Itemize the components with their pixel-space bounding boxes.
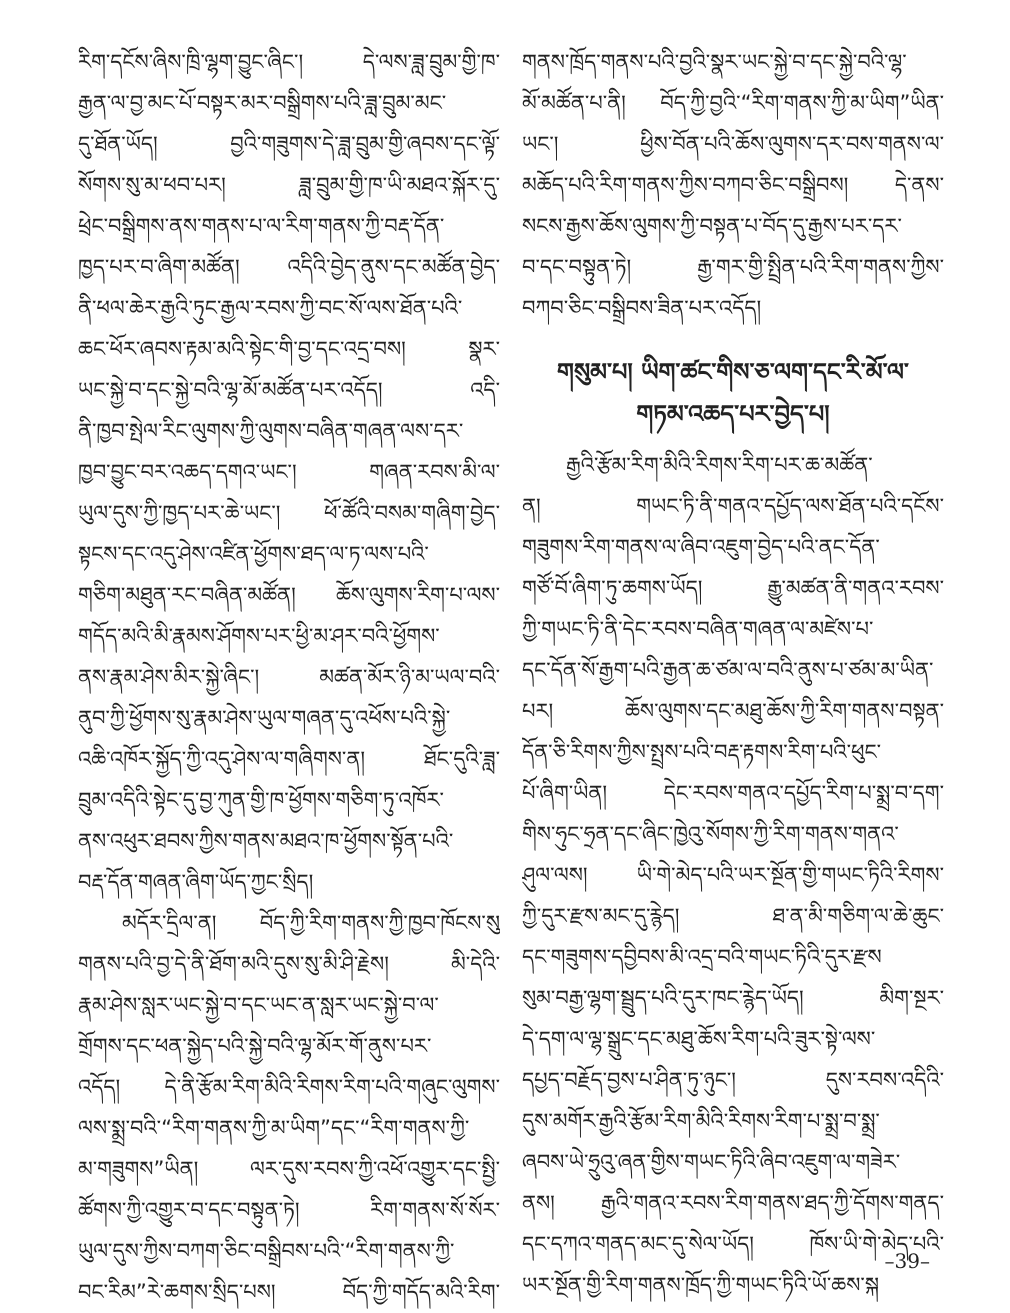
left-paragraph-2 — [78, 903, 500, 1313]
text-line: གནས་པའི་བྱ་དེ་ནི་ཐོག་མའི་དུས་སུ་མི་ཤི་རྗེས། མི་དེའི་ — [78, 952, 500, 976]
text-line: གྲོགས་དང་ཕན་སྐྱེད་པའི་སྐྱེ་བའི་ལྷ་མོར་གོ་ནུས་པར་ — [78, 1034, 432, 1058]
text-line: མདོར་དྲིལ་ན། བོད་ཀྱི་རིག་གནས་ཀྱི་ཁྱབ་ཁོངས་སུ — [122, 911, 500, 935]
text-line: གནས་ཁྲོད་གནས་པའི་བྱའི་སྣར་ཡང་སྐྱེ་བ་དང་སྐྱེ་བའི་ལྷ་ — [522, 50, 907, 74]
text-line: སྟངས་དང་འདུ་ཤེས་འཛིན་ཕྱོགས་ཐད་ལ་ཏ་ལས་པའི་ — [78, 542, 429, 566]
text-line: མཆོད་པའི་རིག་གནས་ཀྱིས་བཀབ་ཅིང་བསྒྲིབས། དེ་ནས་ — [522, 173, 944, 197]
text-line: སངས་རྒྱས་ཆོས་ལུགས་ཀྱི་བསྟན་པ་བོད་དུ་རྒྱས་པར་དར་ — [522, 214, 902, 238]
right-paragraph-2 — [522, 445, 944, 1306]
text-line: ནི་ཁྱབ་སྤེལ་རིང་ལུགས་ཀྱི་ལུགས་བཞིན་གཞན་ལས་དར་ — [78, 419, 464, 443]
text-line: ན། གཡང་ཏི་ནི་གནའ་དཔྱོད་ལས་ཐོན་པའི་དངོས་ — [522, 494, 944, 518]
page-number: –39– — [884, 1249, 930, 1273]
text-line: གཟུགས་རིག་གནས་ལ་ཞིབ་འཇུག་བྱེད་པའི་ནང་དོན་ — [522, 535, 880, 559]
text-line: འཆི་འཁོར་སྐྱོད་ཀྱི་འདུ་ཤེས་ལ་གཞིགས་ན། ཐོང་དུའི་ཟླ་ — [78, 747, 500, 771]
text-line: ཤུལ་ལས། ཡི་གེ་མེད་པའི་ཡར་སྔོན་གྱི་གཡང་ཏིའི་རིགས་ — [522, 863, 944, 887]
heading-line: གཏམ་འཆད་པར་བྱེད་པ། — [636, 400, 830, 428]
text-line: དོན་ཅི་རིགས་ཀྱིས་སྤྲས་པའི་བརྡ་རྟགས་རིག་པའི་ཕུང་ — [522, 740, 882, 764]
text-line: ཡུལ་དུས་ཀྱིས་བཀག་ཅིང་བསྒྲིབས་པའི་“རིག་གནས་ཀྱི་ — [78, 1239, 455, 1263]
text-line: དང་གཟུགས་དབྱིབས་མི་འདྲ་བའི་གཡང་ཏིའི་དུར་རྫས — [522, 945, 882, 969]
text-line: ཡང་། ཕྱིས་བོན་པའི་ཆོས་ལུགས་དར་བས་གནས་ལ་ — [522, 132, 944, 156]
text-line: ཀྱི་དུར་རྫས་མང་དུ་རྙེད། ཐ་ན་མི་གཅིག་ལ་ཆེ་ཆུང་ — [522, 904, 944, 928]
text-line: ཆང་ཕོར་ཞབས་རྟམ་མའི་སྟེང་གི་བྱ་དང་འདྲ་བས། སྣར་ — [78, 337, 500, 361]
right-column — [522, 42, 944, 1306]
left-paragraph-1 — [78, 42, 500, 903]
text-line: བྲུམ་འདིའི་སྟེང་དུ་བྱ་ཀུན་གྱི་ཁ་ཕྱོགས་གཅིག་ཏུ་འཁོར་ — [78, 788, 444, 812]
text-line: ནས་འཕུར་ཐབས་ཀྱིས་གནས་མཐའ་ཁ་ཕྱོགས་སྟོན་པའི་ — [78, 829, 454, 853]
text-line: ནུབ་ཀྱི་ཕྱོགས་སུ་རྣམ་ཤེས་ཡུལ་གཞན་དུ་འཕོས་པའི་སྐྱེ་ — [78, 706, 451, 730]
text-line: སོགས་སུ་མ་ཕབ་པར། ཟླ་བྲུམ་གྱི་ཁ་ཡི་མཐའ་སྐོར་དུ་ — [78, 173, 500, 197]
text-line: སུམ་བརྒྱ་ལྷག་སྦྲུད་པའི་དུར་ཁང་རྙེད་ཡོད། མིག་སྔར་ — [522, 986, 944, 1010]
text-line: ནས། རྒྱའི་གནའ་རབས་རིག་གནས་ཐད་ཀྱི་དོགས་གནད་ — [522, 1191, 944, 1215]
right-paragraph-1 — [522, 42, 944, 329]
text-line: ཕྲེང་བསྒྲིགས་ནས་གནས་པ་ལ་རིག་གནས་ཀྱི་བརྡ་དོན་ — [78, 214, 445, 238]
text-line: ནི་ཕལ་ཆེར་རྒྱའི་ཏུང་རྒྱལ་རབས་ཀྱི་བང་སོ་ལས་ཐོན་པའི་ — [78, 296, 463, 320]
text-line: དུ་ཐོན་ཡོད། བྱའི་གཟུགས་དེ་ཟླ་བྲུམ་གྱི་ཞབས་དང་ལྟོ་ — [78, 132, 500, 156]
text-line: དང་དཀའ་གནད་མང་དུ་སེལ་ཡོད། ཁོས་ཡི་གེ་མེད་པའི་ — [522, 1232, 944, 1256]
text-line: པོ་ཞིག་ཡིན། དེང་རབས་གནའ་དཔྱོད་རིག་པ་སྨྲ་བ་དག་ — [522, 781, 944, 805]
text-line: པར། ཆོས་ལུགས་དང་མཐུ་ཆོས་ཀྱི་རིག་གནས་བསྟན་ — [522, 699, 944, 723]
text-line: ཁྱབ་བྱུང་བར་འཆད་དགའ་ཡང་། གཞན་རབས་མི་ལ་ — [78, 460, 500, 484]
text-line: ཀྱི་གཡང་ཏི་ནི་དེང་རབས་བཞིན་གཞན་ལ་མཛེས་པ་ — [522, 617, 874, 641]
text-line: ཁྱད་པར་བ་ཞིག་མཚོན། འདིའི་བྱེད་ནུས་དང་མཚོན་བྱེད་ — [78, 255, 500, 279]
text-line: བརྡ་དོན་གཞན་ཞིག་ཡོད་ཀྱང་སྲིད། — [78, 870, 314, 894]
text-line: ཡུལ་དུས་ཀྱི་ཁྱད་པར་ཆེ་ཡང་། ཕོ་ཚོའི་བསམ་གཞིག་བྱེད་ — [78, 501, 500, 525]
text-line: དཔྱད་བརྗོད་བྱས་པ་ཤིན་ཏུ་ཉུང་། དུས་རབས་འདིའི་ — [522, 1068, 944, 1092]
text-line: རྣམ་ཤེས་སླར་ཡང་སྐྱེ་བ་དང་ཡང་ན་སླར་ཡང་སྐྱེ་བ་ལ་ — [78, 993, 439, 1017]
text-line: རྒྱན་ལ་བྱ་མང་པོ་བསྟར་མར་བསྒྲིགས་པའི་ཟླ་བྲུམ་མང་ — [78, 91, 447, 115]
text-line: ཡར་སྔོན་གྱི་རིག་གནས་ཁྲོད་ཀྱི་གཡང་ཏིའི་ཡོ་ཆས་སྐ — [522, 1273, 880, 1297]
text-line: ཡང་སྐྱེ་བ་དང་སྐྱེ་བའི་ལྷ་མོ་མཚོན་པར་འདོད། འདི་ — [78, 378, 500, 402]
text-line: དེ་དག་ལ་ལྷ་སྒྲུང་དང་མཐུ་ཆོས་རིག་པའི་ཟུར་སྟེ་ལས་ — [522, 1027, 876, 1051]
text-line: བང་རིམ”རེ་ཆགས་སྲིད་པས། བོད་ཀྱི་གདོད་མའི་རིག་ — [78, 1280, 500, 1304]
text-line: ཞབས་ཡེ་ཧྲུའུ་ཞན་གྱིས་གཡང་ཏིའི་ཞིབ་འཇུག་ལ་གཟེར་ — [522, 1150, 901, 1174]
text-line: བཀབ་ཅིང་བསྒྲིབས་ཟིན་པར་འདོད། — [522, 296, 762, 320]
text-line: དང་དོན་སོ་རྒྱག་པའི་རྒྱན་ཆ་ཙམ་ལ་བའི་ནུས་པ་ཙམ་མ་ཡིན་ — [522, 658, 934, 682]
text-line: ནས་རྣམ་ཤེས་མིར་སྐྱེ་ཞིང་། མཚན་མོར་ཉི་མ་ཡལ་བའི་ — [78, 665, 500, 689]
text-line: ཚོགས་ཀྱི་འགྱུར་བ་དང་བསྟུན་ཏེ། རིག་གནས་སོ་སོར་ — [78, 1198, 500, 1222]
text-line: བ་དང་བསྟུན་ཏེ། རྒྱ་གར་གྱི་སྤྲིན་པའི་རིག་གནས་ཀྱིས་ — [522, 255, 944, 279]
text-line: གཙོ་བོ་ཞིག་ཏུ་ཆགས་ཡོད། རྒྱུ་མཚན་ནི་གནའ་རབས་ — [522, 576, 944, 600]
text-line: གདོད་མའི་མི་རྣམས་ཤོགས་པར་ཕྱི་མ་ཤར་བའི་ཕྱོགས་ — [78, 624, 440, 648]
text-line: ལས་སྨྲ་བའི་“རིག་གནས་ཀྱི་མ་ཡིག”དང་“རིག་གནས་ཀྱི་ — [78, 1116, 470, 1140]
text-line: གིས་ཧུང་ཧྲན་དང་ཞིང་ཁྱེའུ་སོགས་ཀྱི་རིག་གནས་གནའ་ — [522, 822, 899, 846]
text-line: དུས་མགོར་རྒྱའི་རྩོམ་རིག་མིའི་རིགས་རིག་པ་སྨྲ་བ་སྨྲ་ — [522, 1109, 880, 1133]
text-line: རྒྱའི་རྩོམ་རིག་མིའི་རིགས་རིག་པར་ཆ་མཚོན་ — [566, 453, 873, 477]
heading-line: གསུམ་པ། ཡིག་ཚང་གིས་ཅ་ལག་དང་རི་མོ་ལ་ — [557, 358, 909, 386]
left-column — [78, 42, 500, 1313]
text-line: མ་གཟུགས”ཡིན། ལར་དུས་རབས་ཀྱི་འཕོ་འགྱུར་དང་སྤྱི་ — [78, 1157, 500, 1181]
text-line: མོ་མཚོན་པ་ནི། བོད་ཀྱི་བྱའི་“རིག་གནས་ཀྱི་མ་ཡིག”ཡིན་ — [522, 91, 944, 115]
text-line: འདོད། དེ་ནི་རྩོམ་རིག་མིའི་རིགས་རིག་པའི་གཞུང་ལུགས་ — [78, 1075, 500, 1099]
section-heading — [522, 351, 944, 435]
text-line: གཅིག་མཐུན་རང་བཞིན་མཚོན། ཆོས་ལུགས་རིག་པ་ལས་ — [78, 583, 500, 607]
text-line: རིག་དངོས་ཞིས་ཁྲི་ལྷག་བྱུང་ཞིང་། དེ་ལས་ཟླ་བྲུམ་གྱི་ཁ་ — [78, 50, 500, 74]
